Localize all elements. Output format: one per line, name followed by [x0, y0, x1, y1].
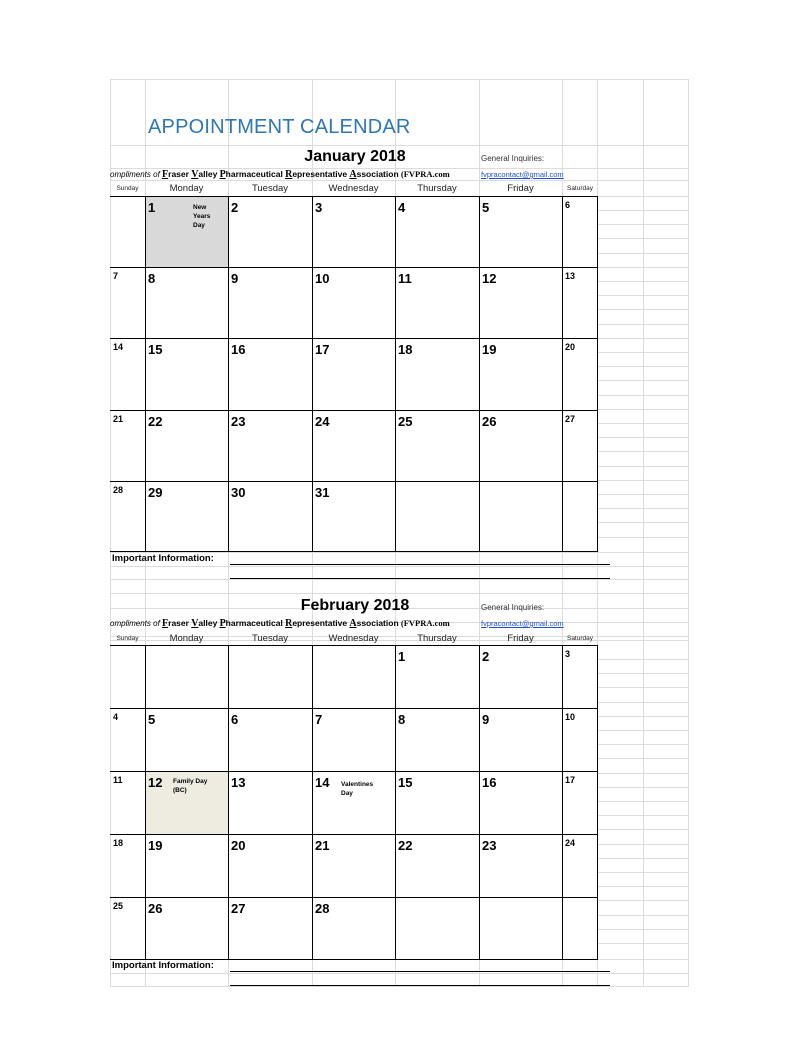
- weekday-header-friday: Friday: [507, 633, 534, 644]
- association-word: Fraser: [162, 618, 189, 629]
- weekday-header-friday: Friday: [507, 183, 534, 194]
- sheet-row-line: [597, 480, 689, 481]
- day-number[interactable]: 10: [315, 271, 330, 287]
- day-number[interactable]: 6: [231, 712, 239, 727]
- day-number[interactable]: 25: [113, 901, 124, 911]
- day-number[interactable]: 3: [565, 649, 571, 659]
- day-number[interactable]: 22: [148, 413, 163, 429]
- notes-line[interactable]: [230, 564, 610, 565]
- grid-column-line: [312, 197, 313, 551]
- grid-column-line: [312, 646, 313, 959]
- sheet-row-line: [597, 238, 689, 239]
- day-number[interactable]: 9: [231, 271, 239, 287]
- general-inquiries-label: General Inquiries:: [481, 154, 545, 163]
- holiday-label: [193, 203, 210, 230]
- grid-column-line: [228, 197, 229, 551]
- day-number[interactable]: 31: [315, 484, 330, 500]
- sheet-row-line: [597, 210, 689, 211]
- day-number[interactable]: 24: [565, 838, 576, 848]
- weekday-header-sunday: Sunday: [116, 185, 139, 192]
- day-number[interactable]: 7: [315, 712, 323, 727]
- day-number[interactable]: 30: [231, 484, 246, 500]
- day-number[interactable]: 13: [231, 775, 246, 790]
- day-number[interactable]: 21: [113, 413, 124, 424]
- sheet-row-line: [597, 522, 689, 523]
- compliments-line: [110, 169, 480, 180]
- day-number[interactable]: 26: [482, 413, 497, 429]
- compliments-prefix: ompliments of: [110, 170, 163, 179]
- day-number[interactable]: 13: [565, 271, 576, 282]
- weekday-header-monday: Monday: [169, 183, 204, 194]
- grid-column-line: [479, 197, 480, 551]
- month-title: January 2018: [304, 148, 406, 165]
- email-link[interactable]: fvpracontact@gmail.com: [481, 619, 564, 628]
- day-number[interactable]: 16: [231, 342, 246, 358]
- sheet-row-line: [597, 900, 689, 901]
- weekday-header-tuesday: Tuesday: [251, 183, 289, 194]
- day-number[interactable]: 26: [148, 901, 163, 916]
- day-number[interactable]: 1: [398, 649, 406, 664]
- sheet-row-line: [110, 593, 689, 594]
- grid-top-border: [110, 645, 145, 646]
- day-number[interactable]: 20: [565, 342, 576, 353]
- sheet-column-line: [688, 79, 689, 987]
- day-number[interactable]: 3: [315, 200, 323, 215]
- grid-column-line: [228, 646, 229, 959]
- day-number[interactable]: 12: [482, 271, 497, 287]
- sheet-row-line: [597, 437, 689, 438]
- month-title: February 2018: [300, 597, 410, 614]
- day-number[interactable]: 11: [113, 775, 123, 785]
- weekday-header-wednesday: Wednesday: [328, 183, 379, 194]
- day-number[interactable]: 27: [565, 413, 576, 424]
- grid-row-line: [146, 771, 597, 772]
- day-number[interactable]: 2: [482, 649, 490, 664]
- day-number[interactable]: 19: [148, 838, 163, 853]
- sheet-row-line: [597, 915, 689, 916]
- weekday-header-thursday: Thursday: [417, 633, 457, 644]
- day-number[interactable]: 4: [113, 712, 119, 722]
- sheet-row-line: [597, 801, 689, 802]
- weekday-header-wednesday: Wednesday: [328, 633, 379, 644]
- sheet-row-line: [597, 352, 689, 353]
- sheet-row-line: [597, 409, 689, 410]
- sheet-row-line: [597, 744, 689, 745]
- sheet-row-line: [597, 380, 689, 381]
- sheet-row-line: [597, 466, 689, 467]
- weekday-header-thursday: Thursday: [417, 183, 457, 194]
- day-number[interactable]: 28: [113, 484, 124, 495]
- day-number[interactable]: 14: [315, 775, 330, 790]
- day-number[interactable]: 20: [231, 838, 246, 853]
- day-number[interactable]: 15: [148, 342, 163, 358]
- sunday-row-line: [110, 897, 145, 898]
- day-number[interactable]: 4: [398, 200, 406, 215]
- sheet-row-line: [597, 537, 689, 538]
- compliments-prefix: ompliments of: [110, 619, 163, 628]
- sheet-row-line: [597, 253, 689, 254]
- grid-row-line: [146, 708, 597, 709]
- sheet-row-line: [597, 395, 689, 396]
- association-word: Representative: [285, 618, 348, 629]
- association-word: Pharmaceutical: [219, 169, 283, 180]
- sheet-row-line: [597, 295, 689, 296]
- sheet-row-line: [597, 716, 689, 717]
- holiday-label-line: (BC): [173, 787, 187, 794]
- grid-row-line: [146, 481, 597, 482]
- sheet-column-line: [110, 79, 111, 987]
- holiday-label: [341, 780, 373, 798]
- association-word: Fraser: [162, 169, 189, 180]
- day-number[interactable]: 7: [113, 271, 119, 282]
- sheet-row-line: [597, 730, 689, 731]
- grid-row-line: [146, 267, 597, 268]
- day-number[interactable]: 17: [315, 342, 330, 358]
- sunday-bottom-line: [110, 551, 145, 552]
- weekday-header-sunday: Sunday: [116, 635, 139, 642]
- day-number[interactable]: 28: [315, 901, 330, 916]
- day-number[interactable]: 14: [113, 342, 124, 353]
- sunday-row-line: [110, 771, 145, 772]
- sunday-row-line: [110, 267, 145, 268]
- holiday-label: [173, 777, 207, 795]
- grid-row-line: [146, 897, 597, 898]
- sunday-row-line: [110, 410, 145, 411]
- day-number[interactable]: 5: [148, 712, 156, 727]
- sheet-row-line: [597, 943, 689, 944]
- sheet-row-line: [597, 829, 689, 830]
- association-word: Pharmaceutical: [219, 618, 283, 629]
- notes-line[interactable]: [230, 578, 610, 579]
- holiday-label-line: Years: [193, 213, 211, 220]
- sheet-row-line: [597, 309, 689, 310]
- day-number[interactable]: 2: [231, 200, 239, 215]
- holiday-label-line: Valentines: [341, 781, 374, 788]
- important-information-label: Important Information:: [112, 960, 214, 971]
- weekday-header-saturday: Saturday: [566, 635, 594, 642]
- day-number[interactable]: 10: [565, 712, 576, 722]
- day-number[interactable]: 21: [315, 838, 330, 853]
- sheet-row-line: [110, 145, 689, 146]
- day-number[interactable]: 16: [482, 775, 497, 790]
- day-number[interactable]: 11: [398, 271, 412, 287]
- grid-row-line: [146, 410, 597, 411]
- compliments-suffix: (FVPRA.com: [400, 169, 450, 179]
- day-number[interactable]: 23: [482, 838, 497, 853]
- association-word: Association: [349, 169, 399, 180]
- day-number[interactable]: 1: [148, 200, 156, 215]
- sunday-row-line: [110, 481, 145, 482]
- sheet-row-line: [597, 324, 689, 325]
- holiday-label-line: Day: [341, 790, 353, 797]
- sheet-row-line: [597, 687, 689, 688]
- day-number[interactable]: 18: [113, 838, 124, 848]
- day-number[interactable]: 8: [398, 712, 406, 727]
- day-number[interactable]: 12: [148, 775, 163, 790]
- sheet-row-line: [597, 659, 689, 660]
- day-number[interactable]: 8: [148, 271, 156, 287]
- day-number[interactable]: 17: [565, 775, 576, 785]
- sheet-row-line: [597, 451, 689, 452]
- sunday-row-line: [110, 834, 145, 835]
- sheet-row-line: [597, 872, 689, 873]
- day-number[interactable]: 24: [315, 413, 330, 429]
- sheet-row-line: [597, 494, 689, 495]
- sheet-row-line: [110, 986, 689, 987]
- sheet-row-line: [110, 579, 689, 580]
- email-link[interactable]: fvpracontact@gmail.com: [481, 170, 564, 179]
- page-title: APPOINTMENT CALENDAR: [148, 116, 411, 138]
- sheet-row-line: [597, 281, 689, 282]
- holiday-label-line: Family Day: [173, 778, 208, 785]
- grid-row-line: [146, 338, 597, 339]
- notes-line[interactable]: [230, 971, 610, 972]
- day-number[interactable]: 19: [482, 342, 497, 358]
- day-number[interactable]: 22: [398, 838, 413, 853]
- holiday-label-line: New: [193, 204, 207, 211]
- grid-column-line: [395, 646, 396, 959]
- day-number[interactable]: 18: [398, 342, 413, 358]
- sheet-row-line: [597, 338, 689, 339]
- sheet-row-line: [597, 787, 689, 788]
- compliments-suffix: (FVPRA.com: [400, 618, 450, 628]
- association-word: Representative: [285, 169, 348, 180]
- calendar-grid: [145, 196, 598, 552]
- sheet-row-line: [597, 815, 689, 816]
- sheet-row-line: [597, 758, 689, 759]
- sheet-row-line: [110, 973, 689, 974]
- day-number[interactable]: 6: [565, 200, 571, 210]
- sunday-row-line: [110, 338, 145, 339]
- holiday-cell-fill: [146, 197, 229, 268]
- sheet-row-line: [597, 673, 689, 674]
- sheet-row-line: [597, 929, 689, 930]
- sheet-row-line: [597, 508, 689, 509]
- weekday-header-saturday: Saturday: [566, 185, 594, 192]
- sheet-row-line: [597, 858, 689, 859]
- grid-top-border: [110, 196, 145, 197]
- grid-column-line: [562, 646, 563, 959]
- grid-column-line: [479, 646, 480, 959]
- holiday-label-line: Day: [193, 222, 205, 229]
- association-word: Valley: [191, 169, 218, 180]
- sheet-row-line: [597, 267, 689, 268]
- notes-line[interactable]: [230, 985, 610, 986]
- weekday-header-monday: Monday: [169, 633, 204, 644]
- sheet-column-line: [643, 79, 644, 987]
- day-number[interactable]: 23: [231, 413, 246, 429]
- day-number[interactable]: 27: [231, 901, 246, 916]
- sheet-row-line: [597, 844, 689, 845]
- day-number[interactable]: 29: [148, 484, 163, 500]
- day-number[interactable]: 5: [482, 200, 490, 215]
- sheet-row-line: [597, 886, 689, 887]
- grid-column-line: [395, 197, 396, 551]
- sheet-row-line: [597, 224, 689, 225]
- sheet-row-line: [110, 180, 689, 181]
- sheet-row-line: [597, 702, 689, 703]
- day-number[interactable]: 25: [398, 413, 413, 429]
- association-word: Association: [349, 618, 399, 629]
- grid-column-line: [562, 197, 563, 551]
- weekday-header-tuesday: Tuesday: [251, 633, 289, 644]
- sheet-row-line: [597, 423, 689, 424]
- important-information-label: Important Information:: [112, 553, 214, 564]
- day-number[interactable]: 9: [482, 712, 490, 727]
- grid-row-line: [146, 834, 597, 835]
- sheet-row-line: [110, 566, 689, 567]
- association-word: Valley: [191, 618, 218, 629]
- general-inquiries-label: General Inquiries:: [481, 603, 545, 612]
- day-number[interactable]: 15: [398, 775, 413, 790]
- sunday-row-line: [110, 708, 145, 709]
- calendar-grid: [145, 645, 598, 960]
- compliments-line: [110, 618, 480, 629]
- sheet-row-line: [597, 773, 689, 774]
- sheet-row-line: [110, 79, 689, 80]
- sheet-row-line: [597, 366, 689, 367]
